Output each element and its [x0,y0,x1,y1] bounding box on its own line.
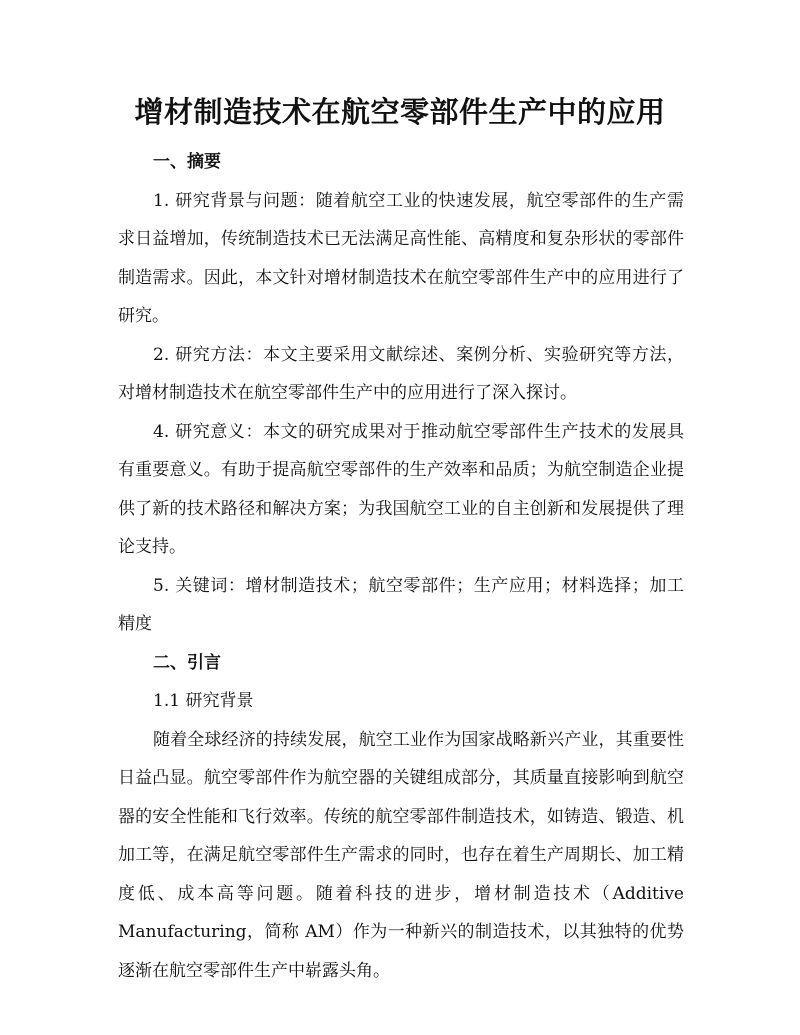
abstract-paragraph-keywords: 5. 关键词：增材制造技术；航空零部件；生产应用；材料选择；加工精度 [118,575,684,634]
abstract-paragraph-background: 1. 研究背景与问题：随着航空工业的快速发展，航空零部件的生产需求日益增加，传统制造技术已无法满足高性能、高精度和复杂形状的零部件制造需求。因此，本文针对增材制造技术在航空零部件生产中的应用进行了研究。 [118,190,684,326]
abstract-paragraph-significance: 4. 研究意义：本文的研究成果对于推动航空零部件生产技术的发展具有重要意义。有助于提高航空零部件的生产效率和品质；为航空制造企业提供了新的技术路径和解决方案；为我国航空工业的自主创新和发展提供了理论支持。 [118,421,684,557]
document-body [118,143,684,990]
section-heading-introduction: 二、引言 [153,652,221,673]
introduction-paragraph: 随着全球经济的持续发展，航空工业作为国家战略新兴产业，其重要性日益凸显。航空零部件作为航空器的关键组成部分，其质量直接影响到航空器的安全性能和飞行效率。传统的航空零部件制造技术，如铸造、锻造、机加工等，在满足航空零部件生产需求的同时，也存在着生产周期长、加工精度低、成本高等问题。随着科技的进步，增材制造技术（Additive Manufacturing，简称 AM）作为一种新兴的制造技术，以其独特的优势逐渐在航空零部件生产中崭露头角。 [118,729,684,981]
document-title: 增材制造技术在航空零部件生产中的应用 [134,95,666,129]
section-heading-abstract: 一、摘要 [153,152,221,172]
subsection-heading-background: 1.1 研究背景 [153,691,254,711]
abstract-paragraph-methods: 2. 研究方法：本文主要采用文献综述、案例分析、实验研究等方法，对增材制造技术在航空零部件生产中的应用进行了深入探讨。 [118,344,684,403]
